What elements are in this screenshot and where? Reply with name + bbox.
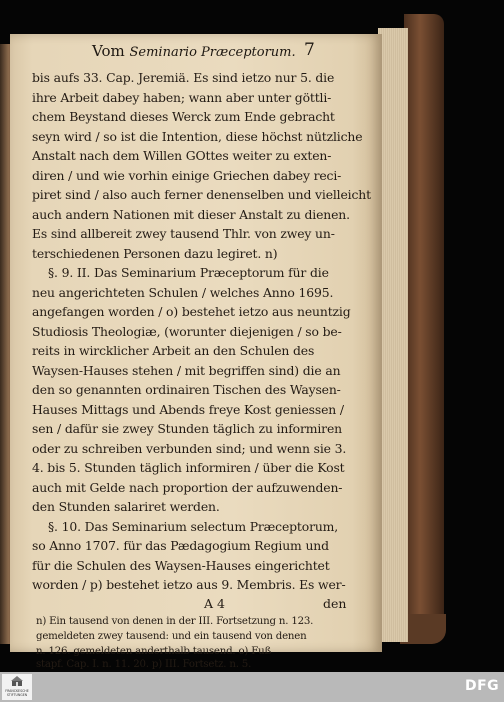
footnote-line: stapf. Cap. I. n. 11. 20. p) III. Fortsetz. n. 5.	[36, 659, 252, 670]
body-line: Es sind allbereit zwey tausend Thlr. von zwey un-	[32, 226, 335, 241]
body-line: sen / dafür sie zwey Stunden täglich zu informiren	[32, 421, 342, 436]
body-line: §. 9. II. Das Seminarium Præceptorum für die	[48, 265, 329, 280]
francke-stiftungen-icon	[11, 675, 23, 687]
body-line: so Anno 1707. für das Pædagogium Regium und	[32, 538, 329, 553]
body-line: angefangen worden / o) bestehet ietzo aus neuntzig	[32, 304, 351, 319]
body-line: den Stunden salariret werden.	[32, 499, 220, 514]
body-line: neu angerichteten Schulen / welches Anno 1695.	[32, 284, 334, 300]
body-line: bis aufs 33. Cap. Jeremiä. Es sind ietzo nur 5. die	[32, 70, 335, 85]
footnote-line: gemeldeten zwey tausend: und ein tausend von denen	[36, 631, 307, 642]
body-line: für die Schulen des Waysen-Hauses eingerichtet	[32, 557, 330, 573]
footnote-line: n. 126. gemeldeten anderthalb tausend. o) Fuß	[36, 646, 272, 657]
book-cover	[404, 14, 444, 640]
body-line: reits in wircklicher Arbeit an den Schulen des	[32, 343, 315, 358]
footnote-line: n) Ein tausend von denen in der III. Fortsetzung n. 123.	[36, 616, 314, 627]
body-line: Hauses Mittags und Abends freye Kost geniessen /	[32, 401, 344, 417]
francke-stiftungen-logo[interactable]	[2, 674, 32, 700]
body-line: chem Beystand dieses Werck zum Ende gebracht	[32, 109, 335, 124]
body-line: ihre Arbeit dabey haben; wann aber unter göttli-	[32, 89, 332, 105]
dfg-logo[interactable]: DFG	[465, 678, 500, 694]
body-line: §. 10. Das Seminarium selectum Præceptorum,	[48, 518, 339, 534]
body-line: auch andern Nationen mit dieser Anstalt zu dienen.	[32, 206, 350, 222]
body-line: terschiedenen Personen dazu legiret. n)	[32, 245, 278, 261]
body-line: Waysen-Hauses stehen / mit begriffen sind) die an	[32, 362, 341, 378]
body-line: seyn wird / so ist die Intention, diese höchst nützliche	[32, 128, 363, 144]
body-line: den so genannten ordinairen Tischen des Waysen-	[32, 382, 341, 397]
signature-mark: A 4	[204, 596, 225, 611]
body-line: 4. bis 5. Stunden täglich informiren / über die Kost	[32, 460, 345, 475]
page-number: 7	[304, 40, 315, 60]
footer-bar	[0, 672, 504, 702]
running-head-title: Seminario Præceptorum.	[129, 45, 296, 60]
body-line: auch mit Gelde nach proportion der aufzuwenden-	[32, 479, 343, 495]
body-line: oder zu schreiben verbunden sind; und wenn sie 3.	[32, 440, 347, 456]
page-block-edge	[378, 28, 408, 642]
body-line: Anstalt nach dem Willen GOttes weiter zu exten-	[32, 148, 332, 163]
body-line: piret sind / also auch ferner denenselben und vielleicht	[32, 187, 371, 202]
body-line: diren / und wie vorhin einige Griechen dabey reci-	[32, 167, 342, 183]
running-head-prefix: Vom	[92, 42, 125, 60]
running-head	[92, 42, 328, 64]
body-line: worden / p) bestehet ietzo aus 9. Membris. Es wer-	[32, 577, 346, 592]
logo-text: FRANCKESCHE STIFTUNGEN	[5, 689, 29, 697]
catchword: den	[323, 596, 347, 611]
body-line: Studiosis Theologiæ, (worunter diejenigen / so be-	[32, 323, 342, 339]
